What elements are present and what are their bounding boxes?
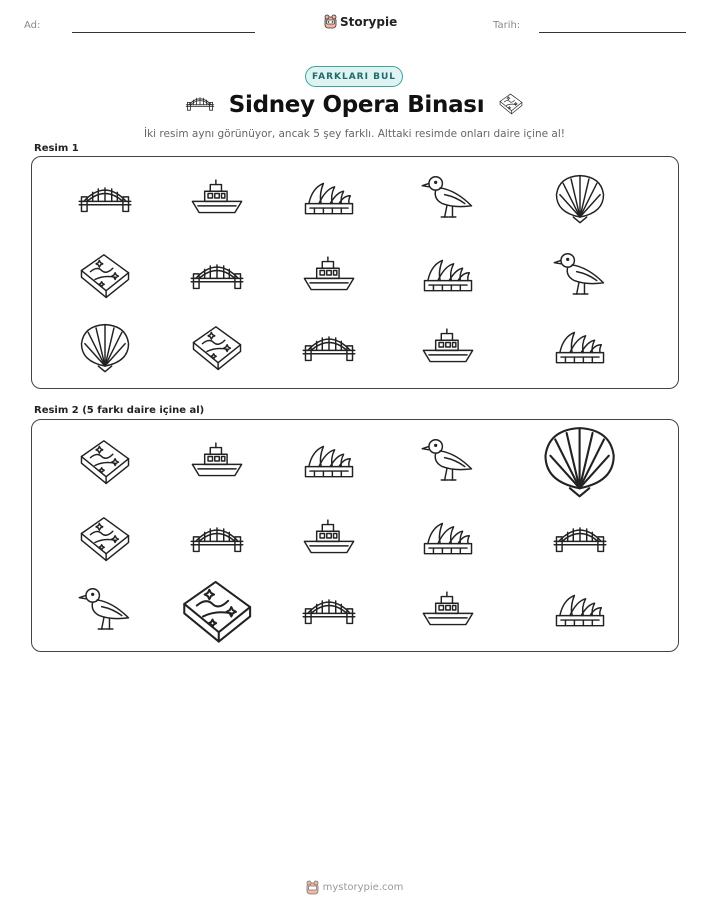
- opera-house-icon[interactable]: [420, 510, 476, 566]
- page-title: Sidney Opera Binası: [228, 92, 485, 118]
- storypie-mascot-icon: [324, 14, 337, 29]
- shell-icon: [77, 319, 133, 375]
- map-icon[interactable]: [77, 510, 133, 566]
- opera-house-icon[interactable]: [301, 433, 357, 489]
- footer-url: mystorypie.com: [322, 882, 404, 893]
- name-line[interactable]: [72, 32, 255, 33]
- map-icon: [77, 247, 133, 303]
- map-icon[interactable]: [178, 571, 256, 649]
- boat-icon[interactable]: [301, 510, 357, 566]
- picture1-label: Resim 1: [34, 143, 79, 154]
- bridge-icon[interactable]: [189, 510, 245, 566]
- bridge-icon: [185, 94, 215, 116]
- seagull-icon[interactable]: [77, 582, 133, 638]
- picture2-label: Resim 2 (5 farkı daire içine al): [34, 405, 205, 416]
- activity-badge: FARKLARI BUL: [305, 66, 403, 87]
- seagull-icon: [420, 170, 476, 226]
- title-row: [0, 92, 709, 118]
- footer: [0, 880, 709, 895]
- shell-icon: [552, 170, 608, 226]
- opera-house-icon: [420, 247, 476, 303]
- name-label: Ad:: [24, 20, 41, 31]
- boat-icon[interactable]: [189, 433, 245, 489]
- seagull-icon[interactable]: [420, 433, 476, 489]
- instructions: İki resim aynı görünüyor, ancak 5 şey farklı. Alttaki resimde onları daire içine al!: [144, 128, 565, 140]
- picture1-panel: [31, 156, 679, 389]
- brand-logo: [324, 14, 397, 29]
- opera-house-icon: [301, 170, 357, 226]
- boat-icon: [189, 170, 245, 226]
- bridge-icon: [301, 319, 357, 375]
- boat-icon: [420, 319, 476, 375]
- bridge-icon[interactable]: [301, 582, 357, 638]
- map-icon[interactable]: [77, 433, 133, 489]
- map-icon: [498, 92, 524, 118]
- bridge-icon[interactable]: [552, 510, 608, 566]
- brand-name: Storypie: [340, 14, 398, 29]
- bridge-icon: [189, 247, 245, 303]
- boat-icon: [301, 247, 357, 303]
- storypie-mascot-icon: [306, 880, 319, 895]
- shell-icon[interactable]: [539, 420, 620, 501]
- opera-house-icon[interactable]: [552, 582, 608, 638]
- date-line[interactable]: [539, 32, 686, 33]
- boat-icon[interactable]: [420, 582, 476, 638]
- picture2-panel[interactable]: [31, 419, 679, 652]
- map-icon: [189, 319, 245, 375]
- date-label: Tarih:: [493, 20, 521, 31]
- opera-house-icon: [552, 319, 608, 375]
- seagull-icon: [552, 247, 608, 303]
- bridge-icon: [77, 170, 133, 226]
